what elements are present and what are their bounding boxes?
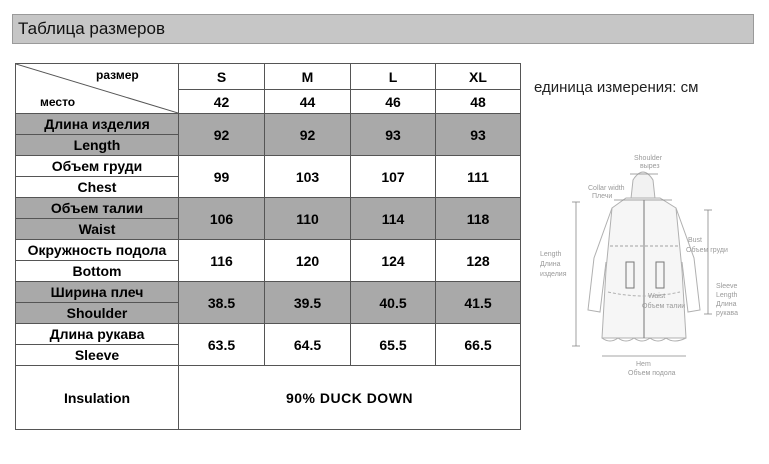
value-bottom-s: 116 [179,240,265,282]
value-bottom-xl: 128 [436,240,521,282]
figure-label-length-ru1: Длина [540,261,561,268]
size-code-s: 42 [179,90,265,114]
row-label-en-shoulder: Shoulder [16,303,179,324]
value-chest-s: 99 [179,156,265,198]
value-sleeve-l: 65.5 [351,324,436,366]
value-chest-l: 107 [351,156,436,198]
size-table [15,63,521,430]
value-chest-xl: 111 [436,156,521,198]
corner-size-label: размер [96,68,139,82]
size-header-m: M [265,64,351,90]
figure-label-hem-ru: Объем подола [628,370,676,377]
jacket-measurement-diagram [536,150,751,385]
value-waist-l: 114 [351,198,436,240]
figure-label-sleeve-ru1: Длина [716,301,737,308]
value-bottom-m: 120 [265,240,351,282]
figure-label-length: Length [540,251,562,258]
value-shoulder-s: 38.5 [179,282,265,324]
size-header-xl: XL [436,64,521,90]
figure-label-bust-ru: Объем груди [686,247,728,254]
value-shoulder-m: 39.5 [265,282,351,324]
row-label-ru-length: Длина изделия [16,114,179,135]
insulation-label: Insulation [16,366,179,430]
row-label-en-bottom: Bottom [16,261,179,282]
size-code-xl: 48 [436,90,521,114]
value-length-m: 92 [265,114,351,156]
value-bottom-l: 124 [351,240,436,282]
row-label-en-waist: Waist [16,219,179,240]
value-shoulder-l: 40.5 [351,282,436,324]
row-label-ru-shoulder: Ширина плеч [16,282,179,303]
row-label-en-sleeve: Sleeve [16,345,179,366]
figure-label-sleeve: Sleeve [716,283,738,290]
figure-label-collar-ru: Плечи [592,193,613,200]
value-sleeve-s: 63.5 [179,324,265,366]
figure-label-sleeve-length: Length [716,292,738,299]
unit-note: единица измерения: см [534,79,699,96]
row-label-en-length: Length [16,135,179,156]
value-shoulder-xl: 41.5 [436,282,521,324]
size-code-m: 44 [265,90,351,114]
value-length-s: 92 [179,114,265,156]
figure-label-hem: Hem [636,361,651,368]
figure-label-waist: Waist [648,293,666,300]
row-label-ru-sleeve: Длина рукава [16,324,179,345]
page-title: Таблица размеров [12,14,754,44]
figure-label-waist-ru: Объем талии [642,303,686,310]
size-code-l: 46 [351,90,436,114]
value-length-xl: 93 [436,114,521,156]
figure-label-shoulder-ru: вырез [640,163,660,170]
size-header-l: L [351,64,436,90]
figure-label-collar: Collar width [588,185,625,192]
figure-label-shoulder: Shoulder [634,155,663,162]
value-waist-s: 106 [179,198,265,240]
value-chest-m: 103 [265,156,351,198]
row-label-ru-waist: Объем талии [16,198,179,219]
insulation-value: 90% DUCK DOWN [179,366,521,430]
value-length-l: 93 [351,114,436,156]
header-corner-cell [16,64,179,114]
value-waist-m: 110 [265,198,351,240]
row-label-ru-bottom: Окружность подола [16,240,179,261]
row-label-ru-chest: Объем груди [16,156,179,177]
value-waist-xl: 118 [436,198,521,240]
value-sleeve-m: 64.5 [265,324,351,366]
size-header-s: S [179,64,265,90]
row-label-en-chest: Chest [16,177,179,198]
figure-label-sleeve-ru2: рукава [716,310,738,317]
value-sleeve-xl: 66.5 [436,324,521,366]
figure-label-bust: Bust [688,237,703,244]
corner-place-label: место [40,95,76,109]
figure-label-length-ru2: изделия [540,271,567,278]
